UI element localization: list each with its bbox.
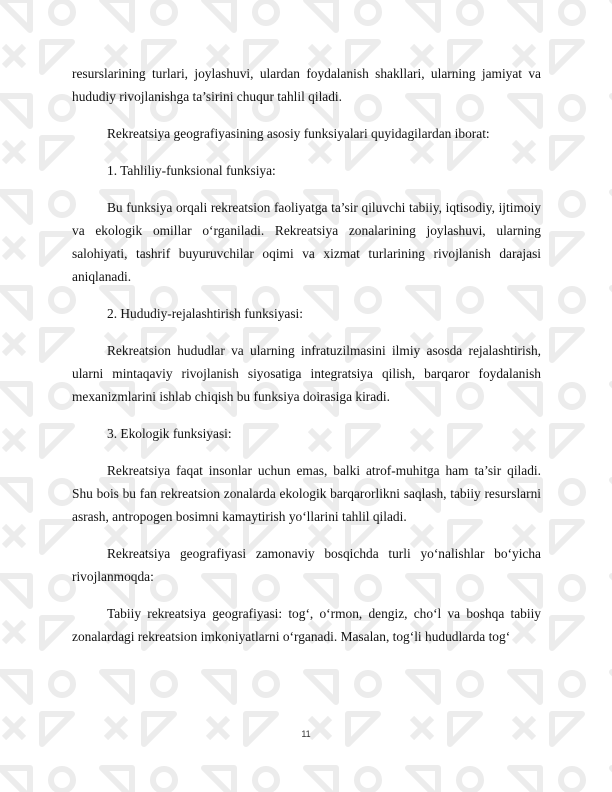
heading-analytical-function: 1. Tahliliy-funksional funksiya:	[107, 163, 276, 178]
paragraph-modern-directions: Rekreatsiya geografiyasi zamonaviy bosqichda turli yo‘nalishlar bo‘yicha rivojlanmoqda:	[72, 546, 541, 584]
paragraph-planning-function: Rekreatsion hududlar va ularning infratuzilmasini ilmiy asosda rejalashtirish, ularni mintaqaviy rivojlanish siyosatiga integratsiya qilish, barqaror foydalanish mexanizmlarini ishlab chiqish bu funksiya doirasiga kiradi.	[72, 343, 541, 404]
paragraph-natural-recreation: Tabiiy rekreatsiya geografiyasi: tog‘, o‘rmon, dengiz, cho‘l va boshqa tabiiy zonalardagi rekreatsion imkoniyatlarni o‘rganadi. Masalan, tog‘li hududlarda tog‘	[72, 606, 541, 644]
page-number: 11	[301, 729, 311, 739]
heading-ecological-function: 3. Ekologik funksiyasi:	[107, 426, 232, 441]
paragraph-analytical-function: Bu funksiya orqali rekreatsion faoliyatga ta’sir qiluvchi tabiiy, iqtisodiy, ijtimoiy va ekologik omillar o‘rganiladi. Rekreatsiya zonalarining joylashuvi, ularning salohiyati, tashrif buyuruvchilar oqimi va xizmat turlarining rivojlanish darajasi aniqlanadi.	[72, 200, 541, 284]
paragraph-continuation: resurslarining turlari, joylashuvi, ulardan foydalanish shakllari, ularning jamiyat va hududiy rivojlanishga ta’sirini chuqur tahlil qiladi.	[72, 66, 541, 104]
heading-planning-function: 2. Hududiy-rejalashtirish funksiyasi:	[107, 306, 303, 321]
paragraph-functions-intro: Rekreatsiya geografiyasining asosiy funksiyalari quyidagilardan iborat:	[107, 126, 490, 141]
paragraph-ecological-function: Rekreatsiya faqat insonlar uchun emas, balki atrof-muhitga ham ta’sir qiladi. Shu bois bu fan rekreatsion zonalarda ekologik barqarorlikni saqlash, tabiiy resurslarni asrash, antropogen bosimni kamaytirish yo‘llarini tahlil qiladi.	[72, 463, 541, 524]
page-body	[72, 62, 541, 648]
